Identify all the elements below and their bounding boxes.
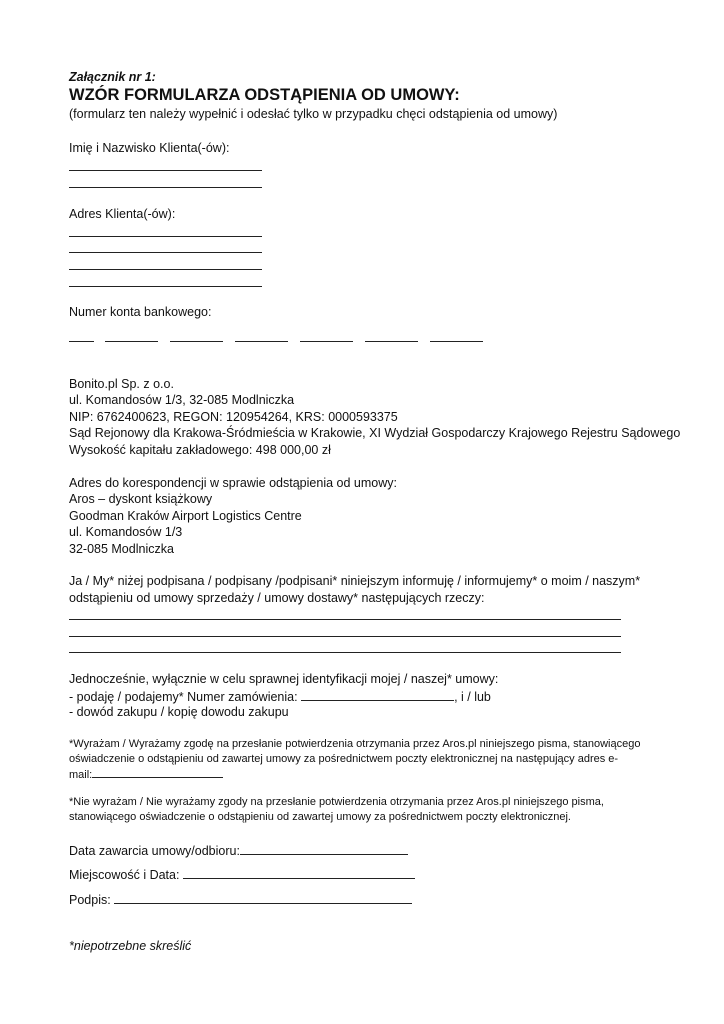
client-address-line-3[interactable] [69, 269, 262, 270]
client-address-line-2[interactable] [69, 252, 262, 253]
company-street: ul. Komandosów 1/3, 32-085 Modlniczka [69, 393, 295, 407]
items-line-3[interactable] [69, 652, 621, 653]
form-subtitle: (formularz ten należy wypełnić i odesłać tylko w przypadku chęci odstąpienia od umowy) [69, 107, 558, 121]
declaration-line-2: odstąpieniu od umowy sprzedaży / umowy dostawy* następujących rzeczy: [69, 591, 485, 605]
order-number-field[interactable] [301, 688, 454, 701]
items-line-2[interactable] [69, 636, 621, 637]
company-court: Sąd Rejonowy dla Krakowa-Śródmieścia w Krakowie, XI Wydział Gospodarczy Krajowego Rejestru Sądowego [69, 426, 681, 440]
correspondence-line-2: Goodman Kraków Airport Logistics Centre [69, 509, 302, 523]
place-date-field[interactable] [183, 866, 415, 879]
consent-email-field[interactable] [92, 766, 223, 778]
company-name: Bonito.pl Sp. z o.o. [69, 377, 174, 391]
signature-row [69, 891, 412, 908]
declaration-line-1: Ja / My* niżej podpisana / podpisany /podpisani* niniejszym informuję / informujemy* o moim / naszym* [69, 574, 641, 588]
consent-email-row [69, 766, 223, 782]
bank-account-group-2[interactable] [105, 341, 158, 342]
no-consent-line-2: stanowiącego oświadczenie o odstąpieniu od zawartej umowy za pośrednictwem poczty elektronicznej. [69, 811, 571, 823]
client-address-line-1[interactable] [69, 236, 262, 237]
no-consent-line-1: *Nie wyrażam / Nie wyrażamy zgody na przesłanie potwierdzenia otrzymania przez Aros.pl niniejszego pisma, [69, 796, 604, 808]
bank-account-group-4[interactable] [235, 341, 288, 342]
client-name-line-2[interactable] [69, 187, 262, 188]
client-address-line-4[interactable] [69, 286, 262, 287]
bank-account-group-1[interactable] [69, 341, 94, 342]
place-date-row [69, 866, 415, 883]
client-address-label: Adres Klienta(-ów): [69, 207, 176, 221]
annex-label: Załącznik nr 1: [69, 70, 156, 84]
bank-account-group-7[interactable] [430, 341, 483, 342]
bank-account-label: Numer konta bankowego: [69, 305, 212, 319]
form-title: WZÓR FORMULARZA ODSTĄPIENIA OD UMOWY: [69, 86, 460, 104]
correspondence-line-4: 32-085 Modlniczka [69, 542, 174, 556]
correspondence-line-3: ul. Komandosów 1/3 [69, 525, 183, 539]
correspondence-line-1: Aros – dyskont książkowy [69, 492, 213, 506]
consent-line-1: *Wyrażam / Wyrażamy zgodę na przesłanie potwierdzenia otrzymania przez Aros.pl niniejszego pisma, stanowiącego [69, 738, 641, 750]
contract-date-row [69, 842, 408, 859]
consent-email-label: mail: [69, 769, 93, 781]
bank-account-group-3[interactable] [170, 341, 223, 342]
receipt-option: - dowód zakupu / kopię dowodu zakupu [69, 705, 289, 719]
order-number-suffix: , i / lub [454, 690, 491, 704]
client-name-line-1[interactable] [69, 170, 262, 171]
company-capital: Wysokość kapitału zakładowego: 498 000,00 zł [69, 443, 331, 457]
correspondence-label: Adres do korespondencji w sprawie odstąpienia od umowy: [69, 476, 397, 490]
contract-date-field[interactable] [240, 842, 408, 855]
contract-date-label: Data zawarcia umowy/odbioru: [69, 844, 240, 858]
company-ids: NIP: 6762400623, REGON: 120954264, KRS: 0000593375 [69, 410, 398, 424]
signature-label: Podpis: [69, 893, 115, 907]
footnote: *niepotrzebne skreślić [69, 939, 192, 953]
consent-line-2: oświadczenie o odstąpieniu od zawartej umowy za pośrednictwem poczty elektronicznej na następujący adres e- [69, 753, 619, 765]
bank-account-group-5[interactable] [300, 341, 353, 342]
place-date-label: Miejscowość i Data: [69, 868, 183, 882]
items-line-1[interactable] [69, 619, 621, 620]
order-number-row [69, 688, 491, 705]
client-name-label: Imię i Nazwisko Klienta(-ów): [69, 141, 230, 155]
signature-field[interactable] [114, 891, 412, 904]
identification-intro: Jednocześnie, wyłącznie w celu sprawnej identyfikacji mojej / naszej* umowy: [69, 672, 499, 686]
bank-account-group-6[interactable] [365, 341, 418, 342]
order-number-label: - podaję / podajemy* Numer zamówienia: [69, 690, 302, 704]
